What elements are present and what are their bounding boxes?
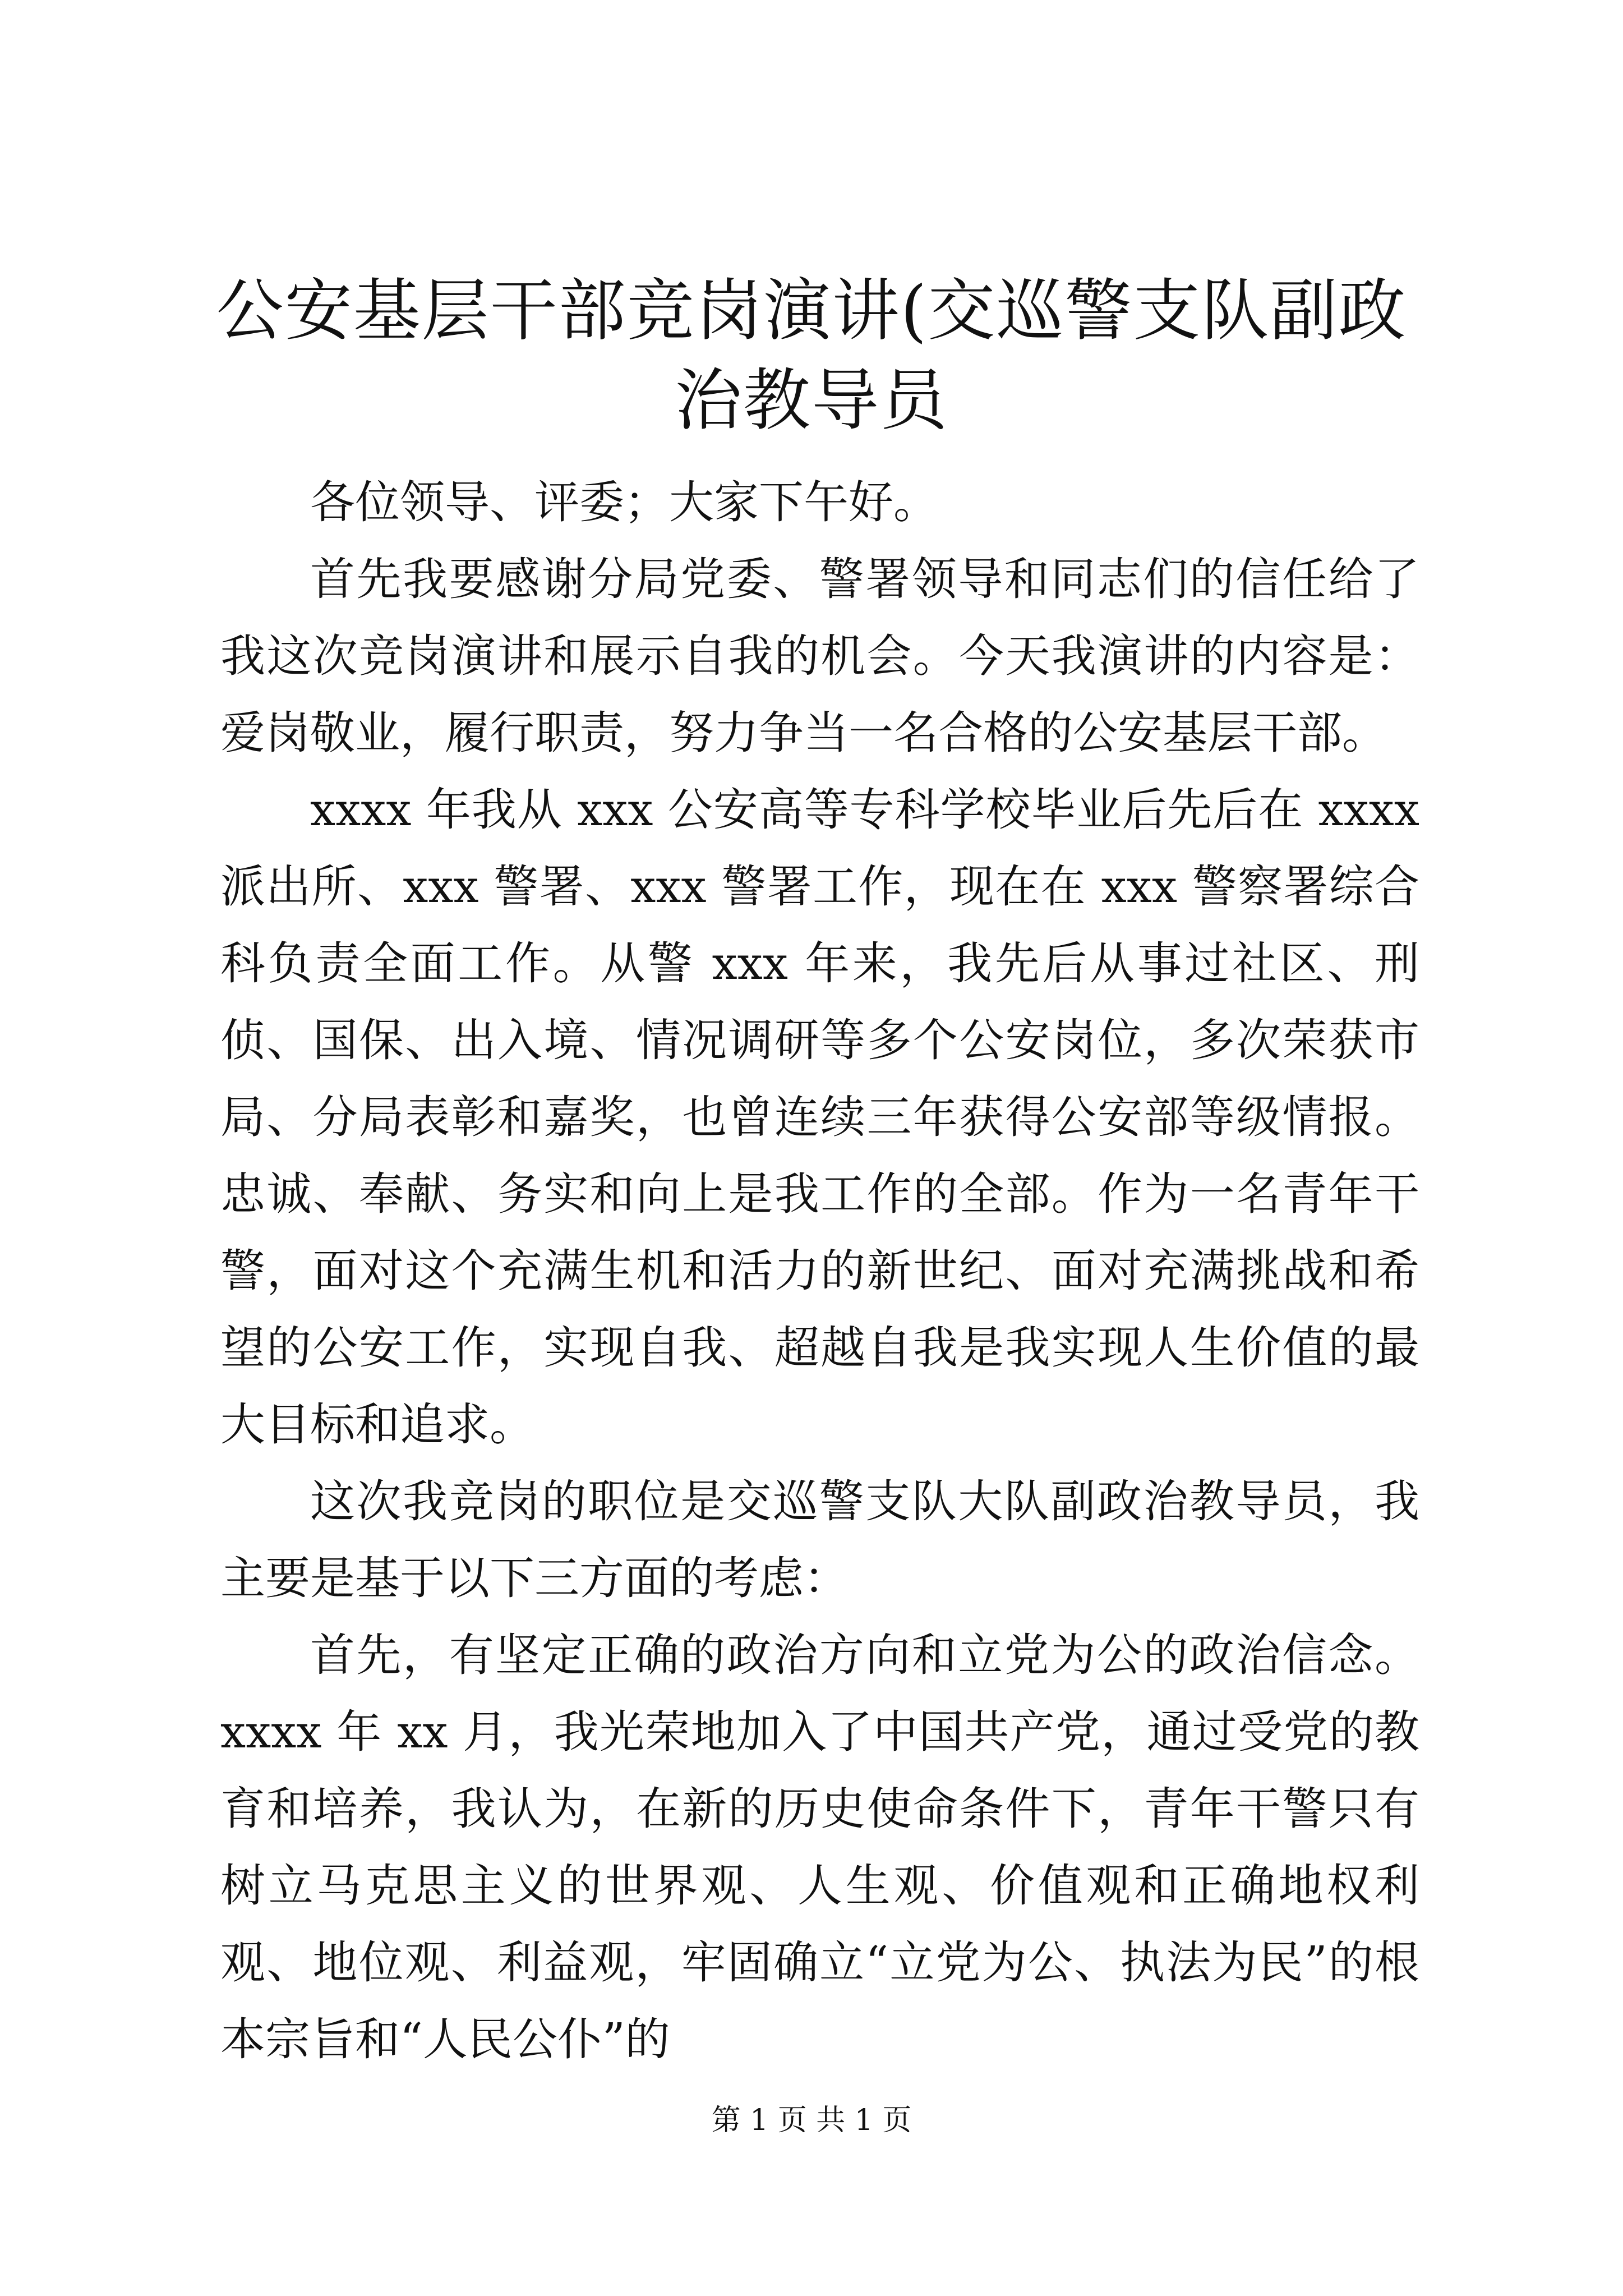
paragraph-thanks: 首先我要感谢分局党委、警署领导和同志们的信任给了我这次竞岗演讲和展示自我的机会。今天我演讲的内容是：爱岗敬业，履行职责，努力争当一名合格的公安基层干部。 — [220, 553, 1419, 759]
document-body — [220, 464, 1419, 2078]
paragraph-career: xxxx 年我从 xxx 公安高等专科学校毕业后先后在 xxxx 派出所、xxx 警署、xxx 警署工作，现在在 xxx 警察署综合科负责全面工作。从警 xxx 年来，我先后从事过社区、刑侦、国保、出入境、情况调研等多个公安岗位，多次荣获市局、分局表彰和嘉奖，也曾连续三年获得公安部等级情报。忠诚、奉献、务实和向上是我工作的全部。作为一名青年干警，面对这个充满生机和活力的新世纪、面对充满挑战和希望的公安工作，实现自我、超越自我是我实现人生价值的最大目标和追求。 — [220, 784, 1419, 1451]
paragraph-position: 这次我竞岗的职位是交巡警支队大队副政治教导员，我主要是基于以下三方面的考虑： — [220, 1475, 1419, 1604]
paragraph-greeting: 各位领导、评委；大家下午好。 — [310, 476, 938, 528]
page-footer: 第 1 页 共 1 页 — [711, 2104, 912, 2137]
document-title: 公安基层干部竞岗演讲(交巡警支队副政治教导员 — [216, 272, 1407, 440]
paragraph-first-reason: 首先，有坚定正确的政治方向和立党为公的政治信念。xxxx 年 xx 月，我光荣地加入了中国共产党，通过受党的教育和培养，我认为，在新的历史使命条件下，青年干警只有树立马克思主义的世界观、人生观、价值观和正确地权利观、地位观、利益观，牢固确立“立党为公、执法为民”的根本宗旨和“人民公仆”的 — [220, 1629, 1419, 2065]
